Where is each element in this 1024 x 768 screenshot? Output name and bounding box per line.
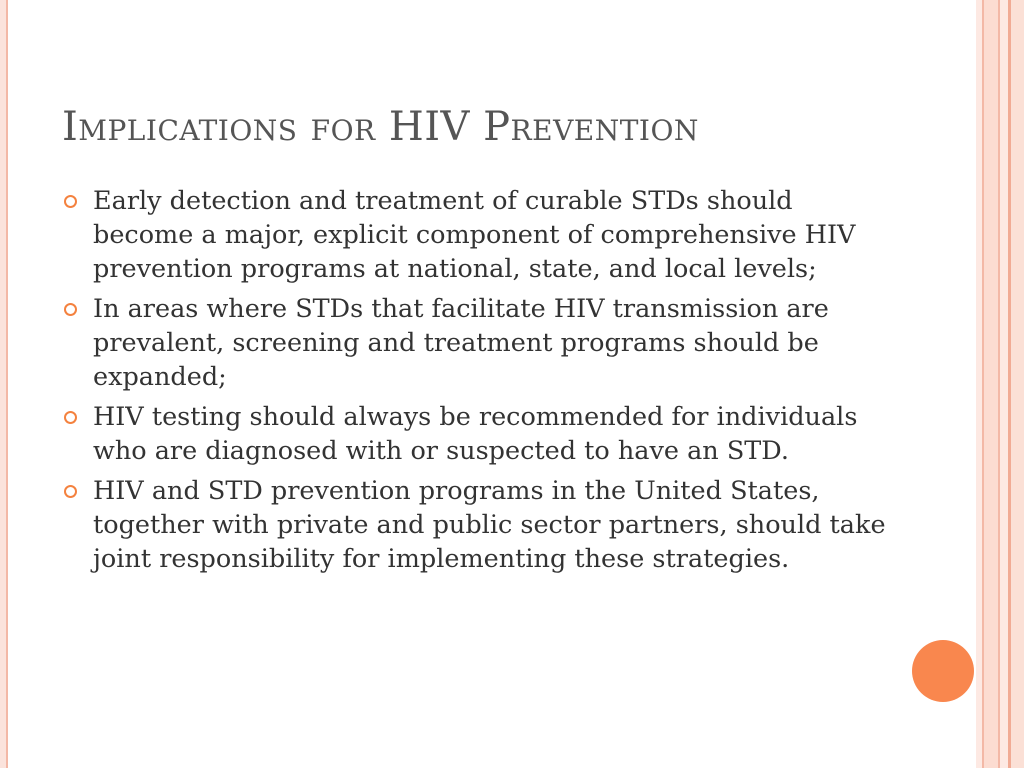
filled-circle-decoration (912, 640, 974, 702)
right-stripe-5 (1000, 0, 1008, 768)
hollow-circle-bullet-icon (64, 485, 77, 498)
bullet-text: In areas where STDs that facilitate HIV transmission are prevalent, screening and treatment programs should be expanded; (93, 294, 829, 392)
bullet-list (62, 184, 892, 582)
hollow-circle-bullet-icon (64, 195, 77, 208)
slide-title: Implications for HIV Prevention (62, 104, 699, 150)
bullet-text: Early detection and treatment of curable STDs should become a major, explicit component of comprehensive HIV prevention programs at national, state, and local levels; (93, 186, 856, 284)
bullet-text: HIV and STD prevention programs in the United States, together with private and public sector partners, should take joint responsibility for implementing these strategies. (93, 476, 886, 574)
hollow-circle-bullet-icon (64, 411, 77, 424)
hollow-circle-bullet-icon (64, 303, 77, 316)
bullet-text: HIV testing should always be recommended for individuals who are diagnosed with or suspected to have an STD. (93, 402, 858, 466)
right-border-stripes (976, 0, 1024, 768)
left-border-stripe (0, 0, 8, 768)
right-stripe-3 (984, 0, 998, 768)
right-stripe-7 (1011, 0, 1024, 768)
bullet-item (62, 292, 892, 394)
bullet-item (62, 400, 892, 468)
bullet-item (62, 474, 892, 576)
bullet-item (62, 184, 892, 286)
